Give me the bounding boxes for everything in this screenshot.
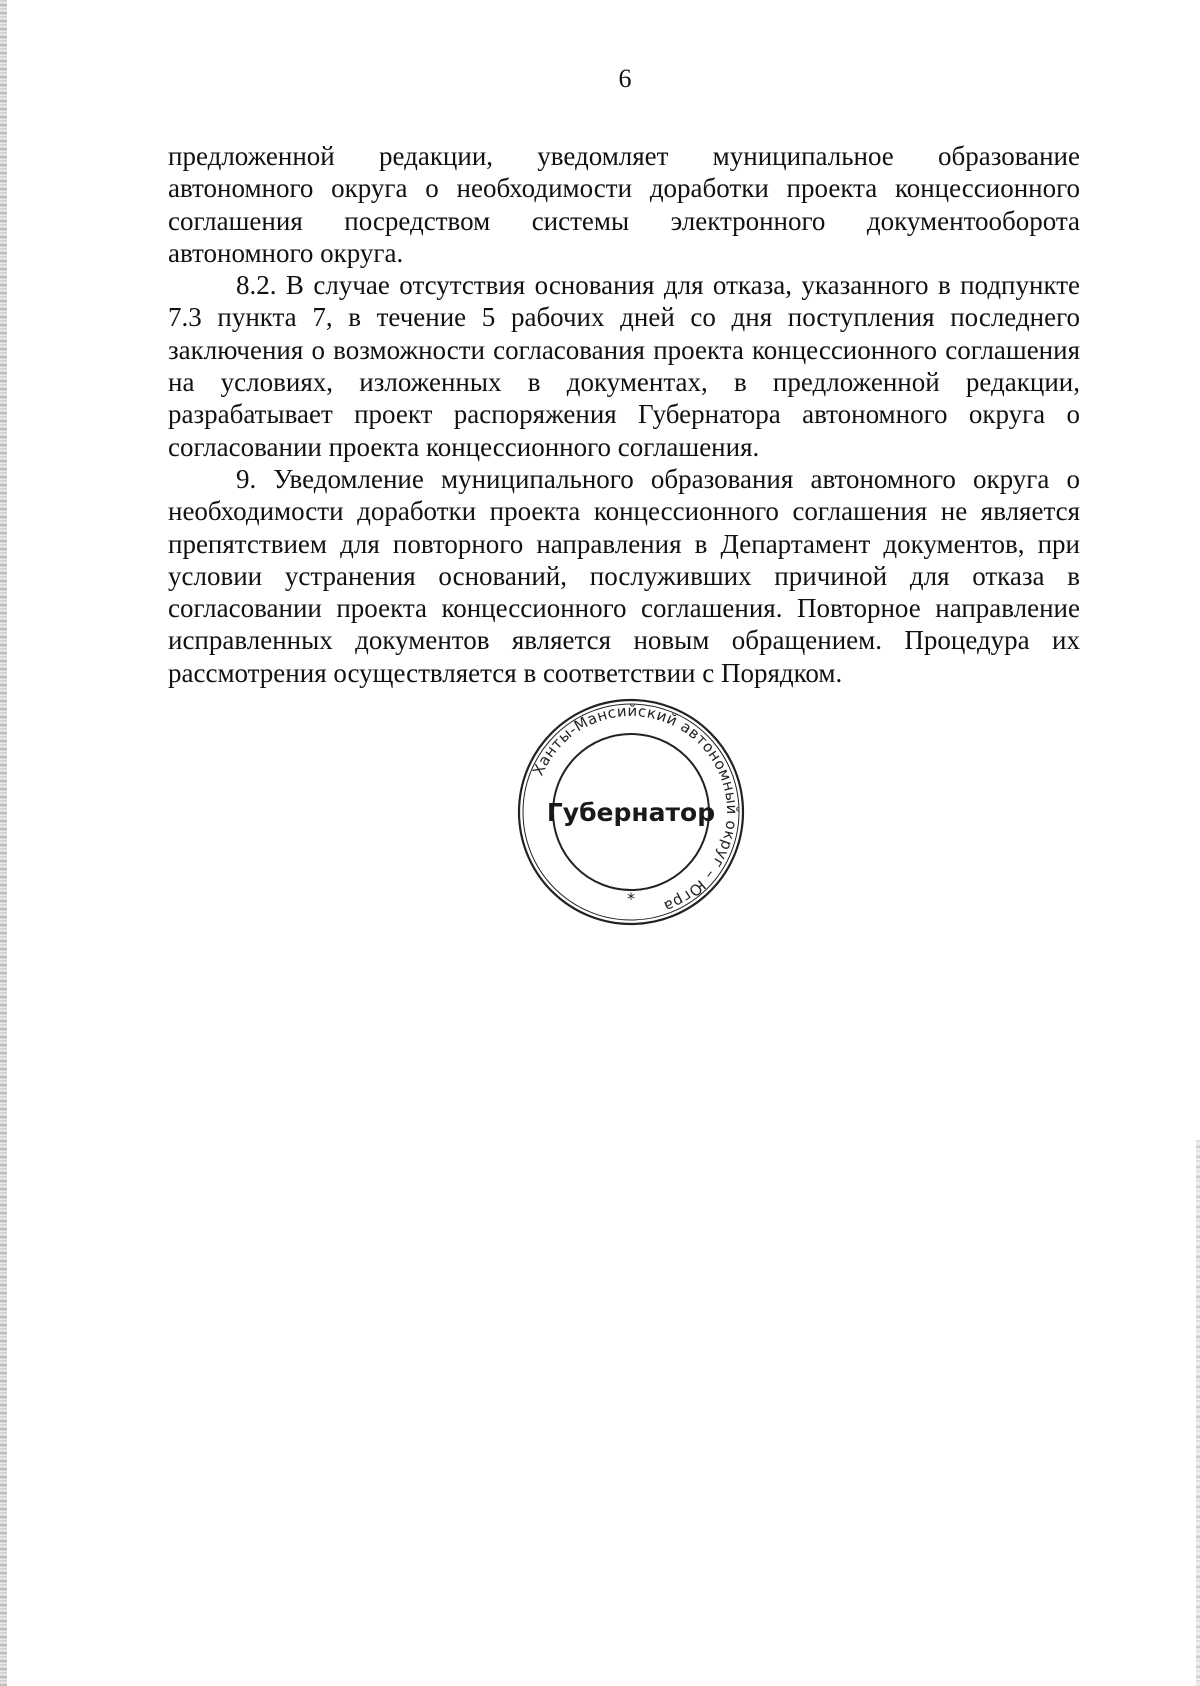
- paragraph-9: 9. Уведомление муниципального образования автономного округа о необходимости доработки проекта концессионного соглашения не является препятствием для повторного направления в Департамент документов, при условии устранения оснований, послуживших причиной для отказа в согласовании проекта концессионного соглашения. Повторное направление исправленных документов является новым обращением. Процедура их рассмотрения осуществляется в соответствии с Порядком.: [168, 463, 1080, 688]
- seal-ring-text: Ханты-Мансийский автономный округ – Югра: [528, 701, 742, 916]
- scan-edge-left: [0, 0, 7, 1686]
- seal-center-text: Губернатор: [546, 798, 716, 827]
- paragraph-8-2: 8.2. В случае отсутствия основания для отказа, указанного в подпункте 7.3 пункта 7, в течение 5 рабочих дней со дня поступления последнего заключения о возможности согласования проекта концессионного соглашения на условиях, изложенных в документах, в предложенной редакции, разрабатывает проект распоряжения Губернатора автономного округа о согласовании проекта концессионного соглашения.: [168, 270, 1080, 462]
- document-body: [168, 140, 1080, 689]
- seal-graphic: [516, 697, 746, 927]
- scan-edge-right: [1196, 1140, 1200, 1686]
- page-number: 6: [618, 64, 632, 93]
- governor-seal: [516, 697, 746, 927]
- seal-star: *: [627, 889, 635, 908]
- paragraph-continuation: предложенной редакции, уведомляет муниципальное образование автономного округа о необходимости доработки проекта концессионного соглашения посредством системы электронного документооборота автономного округа.: [168, 141, 1080, 268]
